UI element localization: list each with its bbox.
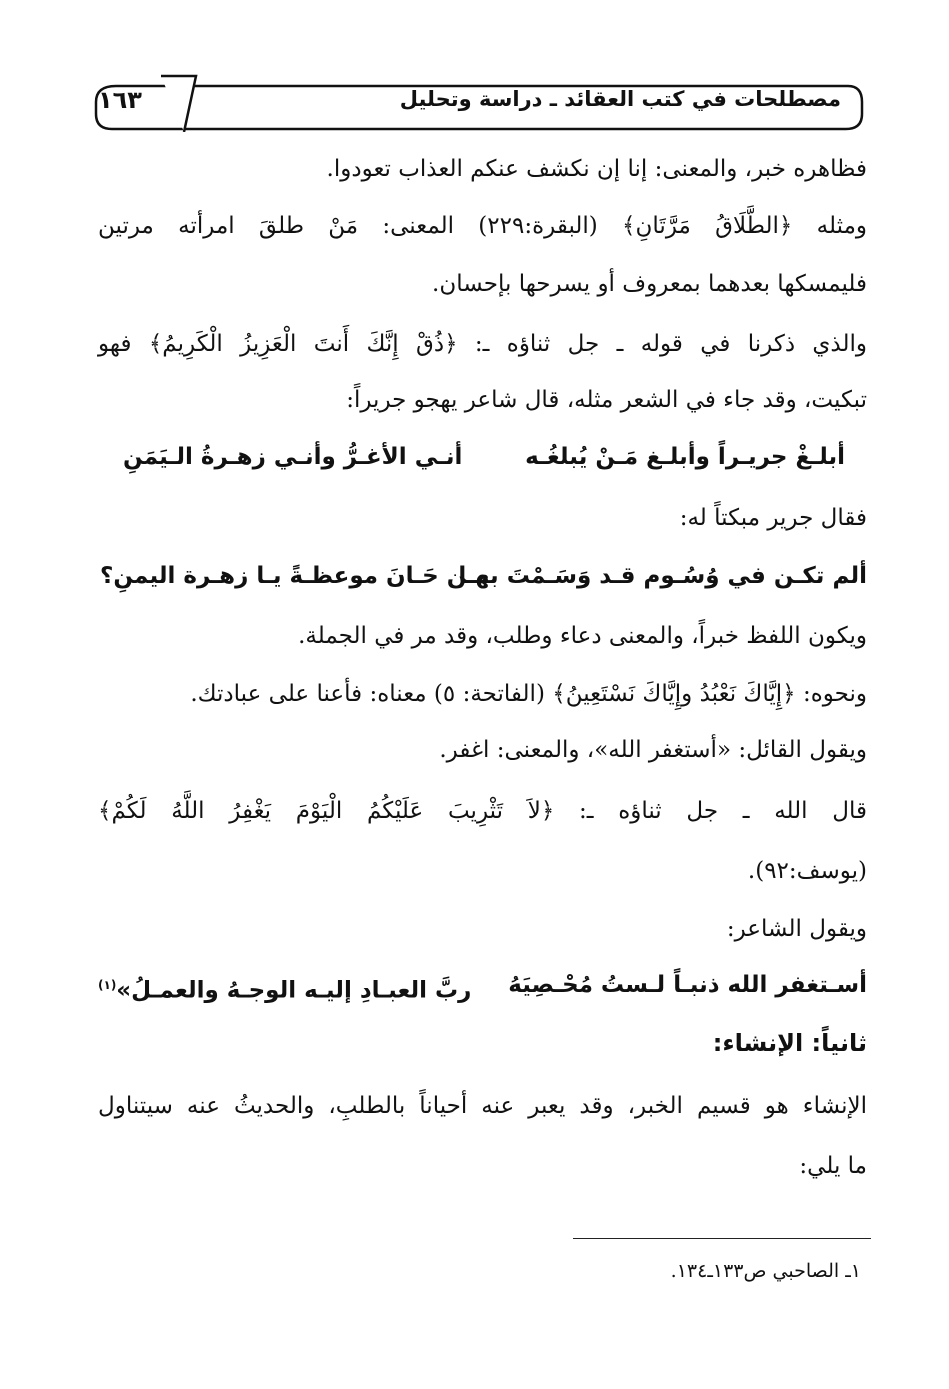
paragraph-line: والذي ذكرنا في قوله ـ جل ثناؤه ـ: ﴿ذُقْ إِنَّكَ أَنتَ الْعَزِيزُ الْكَرِيمُ﴾ فهو — [98, 331, 867, 357]
paragraph-line: فليمسكها بعدهما بمعروف أو يسرحها بإحسان. — [432, 271, 867, 297]
verse-hemistich-2: أنـي الأغـرُّ وأنـي زهـرةُ الـيَمَنِ — [123, 444, 463, 470]
paragraph-line: ويقول القائل: «أستغفر الله»، والمعنى: اغفر. — [439, 737, 867, 763]
footnote-marker: (١) — [98, 978, 117, 992]
paragraph-line: الإنشاء هو قسيم الخبر، وقد يعبر عنه أحياناً بالطلبِ، والحديثُ عنه سيتناول — [98, 1093, 867, 1119]
verse-hemistich-1: أبلـغْ جريـراً وأبلـغ مَـنْ يُبلغُـه — [525, 444, 845, 470]
verse-text: ربَّ العبـادِ إليـه الوجـهُ والعمـلُ» — [116, 977, 472, 1004]
paragraph-line: فظاهره خبر، والمعنى: إنا إن نكشف عنكم العذاب تعودوا. — [326, 156, 867, 182]
paragraph-line: ويكون اللفظ خبراً، والمعنى دعاء وطلب، وقد مر في الجملة. — [298, 623, 867, 649]
verse-hemistich-2 — [98, 969, 471, 1007]
paragraph-line: (يوسف:٩٢). — [747, 858, 867, 884]
paragraph-line: ومثله ﴿الطَّلَاقُ مَرَّتَانِ﴾ (البقرة:٢٢٩) المعنى: مَنْ طلقَ امرأته مرتين — [98, 213, 867, 239]
footnote: ١ـ الصاحبي ص١٣٣ـ١٣٤. — [670, 1260, 861, 1282]
page-number: ١٦٣ — [98, 86, 142, 114]
running-header — [86, 74, 869, 132]
paragraph-line: ويقول الشاعر: — [726, 916, 867, 942]
section-heading: ثانياً: الإنشاء: — [712, 1029, 867, 1057]
paragraph-line: تبكيت، وقد جاء في الشعر مثله، قال شاعر يهجو جريراً: — [346, 387, 867, 413]
paragraph-line: ونحوه: ﴿إِيَّاكَ نَعْبُدُ وإِيَّاكَ نَسْتَعِينُ﴾ (الفاتحة: ٥) معناه: فأعنا على عبادتك. — [190, 681, 867, 707]
header-title: مصطلحات في كتب العقائد ـ دراسة وتحليل — [399, 87, 841, 111]
verse-hemistich-2: مـن حَـانَ موعظـةً يـا زهـرة اليمنِ؟ — [100, 563, 490, 589]
verse-hemistich-1: ألم تكـن في وُسُـوم قـد وَسَـمْتَ بهـا — [458, 563, 867, 589]
paragraph-line: ما يلي: — [799, 1153, 867, 1179]
paragraph-line: فقال جرير مبكتاً له: — [679, 505, 867, 531]
paragraph-line: قال الله ـ جل ثناؤه ـ: ﴿لاَ تَثْرِيبَ عَلَيْكُمُ الْيَوْمَ يَغْفِرُ اللَّهُ لَكُمْ﴾ — [98, 798, 867, 824]
verse-hemistich-1: أسـتغفر الله ذنبـاً لـستُ مُحْـصِيَهُ — [508, 972, 867, 998]
footnote-separator — [573, 1238, 871, 1239]
